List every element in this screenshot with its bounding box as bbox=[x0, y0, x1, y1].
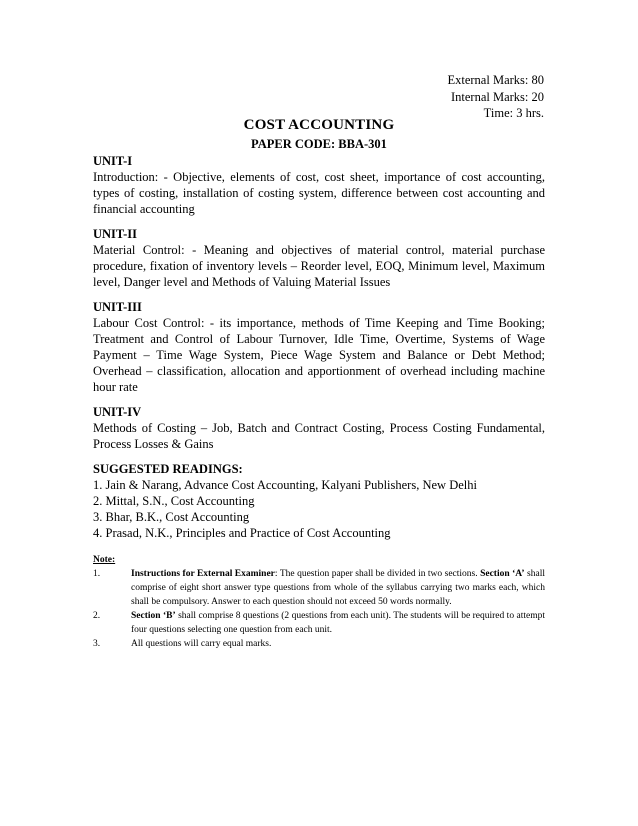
note-text-part: All questions will carry equal marks. bbox=[131, 639, 272, 649]
internal-marks: Internal Marks: 20 bbox=[450, 89, 544, 104]
note-text bbox=[131, 567, 545, 609]
page-title: COST ACCOUNTING bbox=[243, 117, 395, 133]
reading-item: 3. Bhar, B.K., Cost Accounting bbox=[93, 510, 250, 524]
note-heading: Note: bbox=[93, 555, 116, 565]
exam-time: Time: 3 hrs. bbox=[483, 106, 544, 120]
reading-item: 4. Prasad, N.K., Principles and Practice of Cost Accounting bbox=[93, 526, 391, 540]
syllabus-content bbox=[93, 153, 545, 651]
unit-body: Methods of Costing – Job, Batch and Contract Costing, Process Costing Fundamental, Process Losses & Gains bbox=[93, 421, 545, 451]
note-number: 3. bbox=[93, 639, 101, 649]
reading-item: 1. Jain & Narang, Advance Cost Accounting, Kalyani Publishers, New Delhi bbox=[93, 478, 477, 492]
notes-section bbox=[93, 553, 545, 651]
note-item bbox=[93, 637, 545, 651]
note-number: 2. bbox=[93, 611, 101, 621]
unit-2 bbox=[93, 226, 545, 290]
unit-heading: UNIT-III bbox=[93, 300, 142, 314]
note-text-part: : The question paper shall be divided in two sections. bbox=[274, 569, 481, 579]
note-text-part: shall comprise of eight short answer type questions from whole of the syllabus carrying two marks each, which shall be compulsory. Answer to each question should not exceed 50 words normally. bbox=[131, 569, 545, 607]
unit-3 bbox=[93, 299, 545, 395]
note-bold-mid: Section ‘A’ bbox=[480, 569, 525, 579]
unit-4 bbox=[93, 404, 545, 452]
note-text-part: shall comprise 8 questions (2 questions from each unit). The students will be required to attempt four questions selecting one question from each unit. bbox=[131, 611, 546, 635]
note-item bbox=[93, 567, 545, 609]
paper-code: PAPER CODE: BBA-301 bbox=[251, 137, 387, 151]
suggested-readings bbox=[93, 461, 545, 541]
note-number: 1. bbox=[93, 569, 101, 579]
readings-heading: SUGGESTED READINGS: bbox=[93, 462, 243, 476]
unit-body: Introduction: - Objective, elements of cost, cost sheet, importance of cost accounting, types of costing, installation of costing system, difference between cost accounting and financial accounting bbox=[93, 170, 545, 216]
unit-body: Labour Cost Control: - its importance, methods of Time Keeping and Time Booking; Treatment and Control of Labour Turnover, Idle Time, Overtime, Systems of Wage Payment – Time Wage System, Piece Wage System and Balance or Debt Method; Overhead – classification, allocation and apportionment of overhead including machine hour rate bbox=[93, 316, 545, 394]
reading-item: 2. Mittal, S.N., Cost Accounting bbox=[93, 494, 255, 508]
note-text bbox=[131, 637, 545, 651]
unit-1 bbox=[93, 153, 545, 217]
unit-body: Material Control: - Meaning and objectives of material control, material purchase procedure, fixation of inventory levels – Reorder level, EOQ, Minimum level, Maximum level, Danger level and Methods of Valuing Material Issues bbox=[93, 243, 545, 289]
note-bold-lead: Section ‘B’ bbox=[131, 611, 176, 621]
external-marks: External Marks: 80 bbox=[447, 73, 544, 87]
unit-heading: UNIT-II bbox=[93, 227, 138, 241]
unit-heading: UNIT-IV bbox=[93, 405, 142, 419]
unit-heading: UNIT-I bbox=[93, 154, 133, 168]
note-bold-lead: Instructions for External Examiner bbox=[131, 569, 275, 579]
note-text bbox=[131, 609, 545, 637]
marks-block bbox=[447, 72, 544, 122]
note-item bbox=[93, 609, 545, 637]
